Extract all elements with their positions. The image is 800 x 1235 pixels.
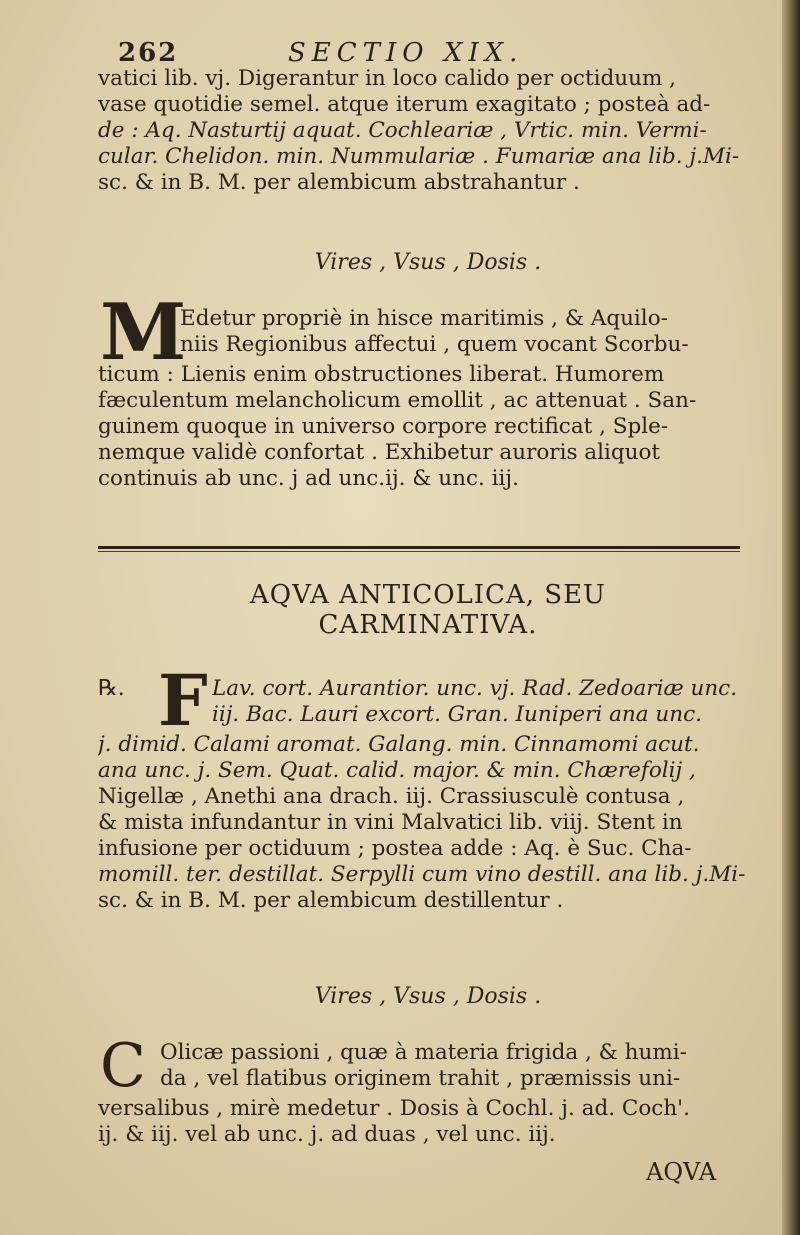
text-line: ana unc. j. Sem. Quat. calid. major. & min. Chærefolij , bbox=[98, 758, 696, 783]
section2-indented bbox=[212, 676, 766, 728]
text-line: Nigellæ , Anethi ana drach. iij. Crassiusculè contusa , bbox=[98, 784, 685, 809]
section2-body bbox=[98, 732, 766, 914]
text-line: Edetur propriè in hisce maritimis , & Aquilo- bbox=[180, 306, 668, 331]
section1-indented bbox=[180, 306, 766, 358]
catchword: AQVA bbox=[646, 1158, 717, 1186]
text-line: sc. & in B. M. per alembicum abstrahantur . bbox=[98, 170, 580, 195]
text-line: j. dimid. Calami aromat. Galang. min. Cinnamomi acut. bbox=[98, 732, 700, 757]
section3-indented bbox=[160, 1040, 766, 1092]
text-line: iij. Bac. Lauri excort. Gran. Iuniperi ana unc. bbox=[212, 702, 702, 727]
page-number: 262 bbox=[118, 38, 179, 68]
text-line: infusione per octiduum ; postea adde : Aq. è Suc. Cha- bbox=[98, 836, 692, 861]
drop-cap-f: F bbox=[158, 659, 208, 742]
running-header bbox=[118, 38, 598, 68]
text-line: continuis ab unc. j ad unc.ij. & unc. iij. bbox=[98, 466, 519, 491]
text-line: & mista infundantur in vini Malvatici lib. viij. Stent in bbox=[98, 810, 683, 835]
text-line: niis Regionibus affectui , quem vocant Scorbu- bbox=[180, 332, 689, 357]
divider-rule bbox=[98, 546, 740, 549]
text-line: versalibus , mirè medetur . Dosis à Cochl. j. ad. Coch'. bbox=[98, 1096, 690, 1121]
subheading-vires-2: Vires , Vsus , Dosis . bbox=[314, 984, 542, 1009]
section3-body bbox=[98, 1096, 766, 1148]
text-line: vase quotidie semel. atque iterum exagitato ; posteà ad- bbox=[98, 92, 711, 117]
subheading-vires-1: Vires , Vsus , Dosis . bbox=[314, 250, 542, 275]
text-line: momill. ter. destillat. Serpylli cum vino destill. ana lib. j.Mi- bbox=[98, 862, 746, 887]
drop-cap-c: C bbox=[100, 1031, 146, 1101]
text-line: vatici lib. vj. Digerantur in loco calido per octiduum , bbox=[98, 66, 677, 91]
text-line: sc. & in B. M. per alembicum destillentur . bbox=[98, 888, 564, 913]
drop-cap-m: M bbox=[100, 287, 187, 378]
text-line: cular. Chelidon. min. Nummulariæ . Fumariæ ana lib. j.Mi- bbox=[98, 144, 740, 169]
text-line: nemque validè confortat . Exhibetur auroris aliquot bbox=[98, 440, 661, 465]
text-line: de : Aq. Nasturtij aquat. Cochleariæ , Vrtic. min. Vermi- bbox=[98, 118, 707, 143]
book-spine-edge bbox=[782, 0, 800, 1235]
text-line: Lav. cort. Aurantior. unc. vj. Rad. Zedoariæ unc. bbox=[212, 676, 738, 701]
recipe-title-line1: AQVA ANTICOLICA, SEU bbox=[250, 580, 606, 610]
text-line: Olicæ passioni , quæ à materia frigida , & humi- bbox=[160, 1040, 687, 1065]
text-line: ticum : Lienis enim obstructiones liberat. Humorem bbox=[98, 362, 665, 387]
text-line: guinem quoque in universo corpore rectificat , Sple- bbox=[98, 414, 669, 439]
divider-rule-thin bbox=[98, 551, 740, 552]
recipe-title-line2: CARMINATIVA. bbox=[318, 610, 538, 640]
top-paragraph bbox=[98, 66, 766, 196]
text-line: fæculentum melancholicum emollit , ac attenuat . San- bbox=[98, 388, 697, 413]
text-line: ij. & iij. vel ab unc. j. ad duas , vel unc. iij. bbox=[98, 1122, 556, 1147]
section-title: SECTIO XIX. bbox=[288, 38, 524, 68]
section1-body bbox=[98, 362, 766, 492]
text-line: da , vel flatibus originem trahit , præmissis uni- bbox=[160, 1066, 681, 1091]
recipe-symbol: ℞. bbox=[98, 676, 125, 701]
